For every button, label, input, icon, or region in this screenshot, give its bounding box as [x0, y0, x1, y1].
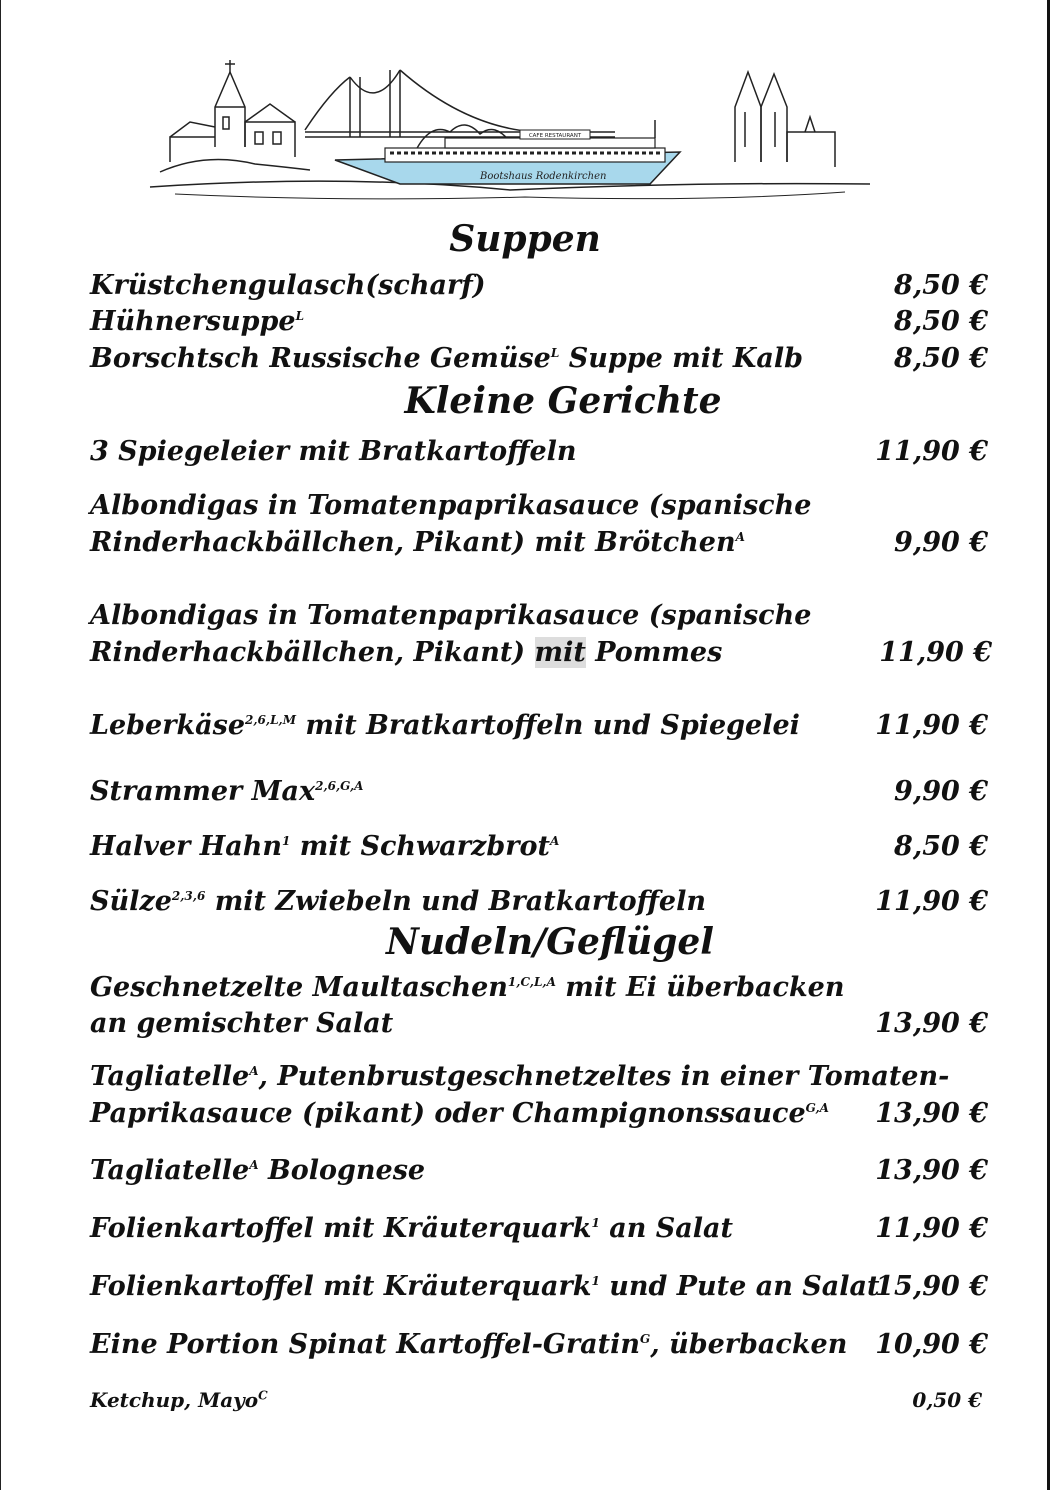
allergen-superscript: 2,6,G,A [315, 779, 364, 793]
menu-item-price: 10,90 € [875, 1329, 988, 1360]
allergen-superscript: 1 [282, 834, 291, 848]
menu-item-line1: Albondigas in Tomatenpaprikasauce (spanische [90, 600, 812, 631]
section-title-suppen: Suppen [449, 218, 601, 260]
allergen-superscript: A [735, 530, 745, 544]
menu-item-name: 3 Spiegeleier mit Bratkartoffeln [90, 436, 577, 467]
menu-item-price: 8,50 € [894, 306, 988, 337]
allergen-superscript: L [550, 346, 560, 360]
menu-item-price: 13,90 € [875, 1098, 988, 1129]
boat-sign-text: CAFE RESTAURANT [528, 133, 582, 139]
menu-item-name: Folienkartoffel mit Kräuterquark$^1$ und Pute an Salat [90, 1271, 880, 1302]
menu-item-price: 11,90 € [875, 436, 988, 467]
menu-item-name: Folienkartoffel mit Kräuterquark$^1$ an Salat [90, 1213, 733, 1244]
menu-item-name: Borschtsch Russische Gemüse$^L$ Suppe mit Kalb [90, 343, 803, 374]
allergen-superscript: A [249, 1064, 259, 1078]
menu-item-price: 13,90 € [875, 1008, 988, 1039]
boat-name-text: Bootshaus Rodenkirchen [480, 171, 607, 182]
menu-item-name: Strammer Max$^{2,6,G,A}$ [90, 776, 364, 807]
menu-item-line1: Geschnetzelte Maultaschen$^{1,C,L,A}$ mit Ei überbacken [90, 972, 845, 1003]
menu-item-line1: Albondigas in Tomatenpaprikasauce (spanische [90, 490, 812, 521]
section-title-kleine-gerichte: Kleine Gerichte [404, 380, 722, 422]
menu-item-name: Halver Hahn$^1$ mit Schwarzbrot$^A$ [90, 831, 560, 862]
menu-item-price: 15,90 € [875, 1271, 988, 1302]
menu-item-price: 8,50 € [894, 270, 988, 301]
menu-item-name: Leberkäse$^{2,6,L,M}$ mit Bratkartoffeln und Spiegelei [90, 710, 800, 741]
menu-item-price: 8,50 € [894, 343, 988, 374]
allergen-superscript: C [258, 1388, 268, 1403]
allergen-superscript: 1 [591, 1274, 600, 1288]
allergen-superscript: 1,C,L,A [507, 975, 556, 989]
highlighted-word: mit [534, 637, 586, 668]
menu-item-price: 11,90 € [875, 1213, 988, 1244]
menu-item-price: 11,90 € [879, 637, 992, 668]
banner-illustration [145, 52, 875, 212]
menu-item-name: Tagliatelle$^A$ Bolognese [90, 1155, 426, 1186]
menu-item-name: Krüstchengulasch(scharf) [90, 270, 486, 301]
menu-item-price: 9,90 € [894, 527, 988, 558]
allergen-superscript: L [295, 309, 305, 323]
menu-item-name: Sülze$^{2,3,6}$ mit Zwiebeln und Bratkartoffeln [90, 886, 706, 917]
cathedral-icon [735, 72, 835, 167]
menu-item-line2: an gemischter Salat [90, 1008, 394, 1039]
extras-name: Ketchup, Mayo$^C$ [90, 1388, 268, 1412]
menu-item-line2: Paprikasauce (pikant) oder Champignonssauce$^{G,A}$ [90, 1098, 829, 1129]
menu-item-price: 11,90 € [875, 710, 988, 741]
menu-item-price: 13,90 € [875, 1155, 988, 1186]
allergen-superscript: G,A [805, 1101, 829, 1115]
allergen-superscript: 2,6,L,M [245, 713, 296, 727]
bridge-icon [305, 70, 615, 137]
section-title-nudeln-gefluegel: Nudeln/Geflügel [386, 921, 714, 963]
menu-item-name: Hühnersuppe$^L$ [90, 306, 305, 337]
allergen-superscript: G [640, 1332, 651, 1346]
menu-item-line2: Rinderhackbällchen, Pikant) mit Brötchen$^A$ [90, 527, 745, 558]
allergen-superscript: A [249, 1158, 259, 1172]
church-icon [160, 60, 310, 172]
allergen-superscript: 2,3,6 [171, 889, 206, 903]
menu-item-line1: Tagliatelle$^A$, Putenbrustgeschnetzeltes in einer Tomaten- [90, 1061, 950, 1092]
allergen-superscript: A [549, 834, 560, 848]
extras-price: 0,50 € [912, 1388, 982, 1412]
menu-item-price: 8,50 € [894, 831, 988, 862]
menu-item-name: Eine Portion Spinat Kartoffel-Gratin$^G$, überbacken [90, 1329, 848, 1360]
menu-item-line2: Rinderhackbällchen, Pikant) mit Pommes [90, 637, 723, 668]
allergen-superscript: 1 [591, 1216, 600, 1230]
menu-item-price: 11,90 € [875, 886, 988, 917]
menu-item-price: 9,90 € [894, 776, 988, 807]
boat-icon [335, 120, 680, 184]
